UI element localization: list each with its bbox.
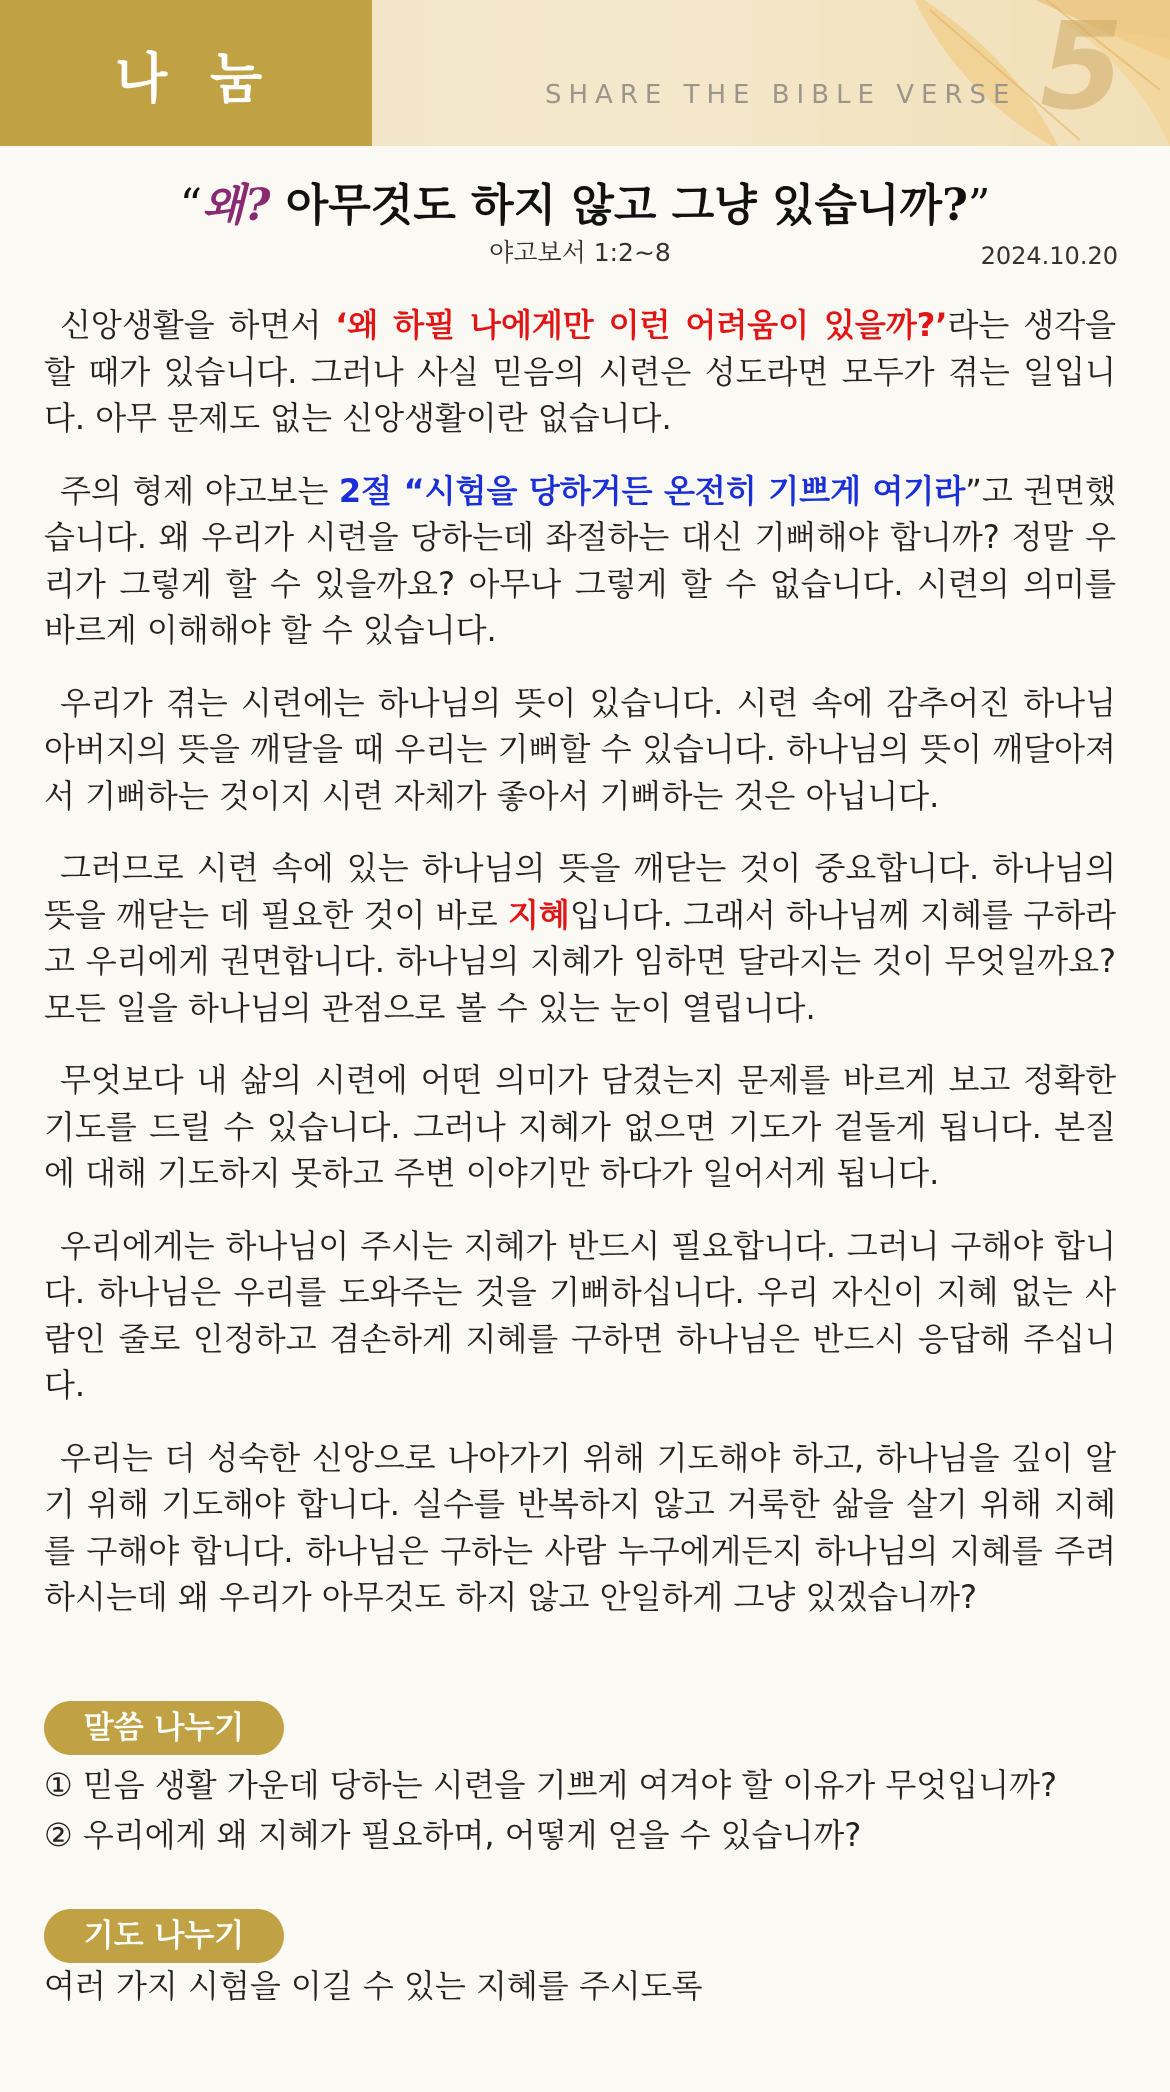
paragraph-4-text-b: 입니다. 그래서 하나님께 지혜를 구하라고 우리에게 권면합니다. 하나님의 지혜가 임하면 달라지는 것이 무엇일까요? 모든 일을 하나님의 관점으로 볼 수 있는 눈이 열립니다. bbox=[44, 895, 1117, 1027]
sermon-body bbox=[44, 302, 1116, 1647]
title-open-quote: “ bbox=[179, 180, 203, 231]
paragraph-1-highlight: ‘왜 하필 나에게만 이런 어려움이 있을까?’ bbox=[335, 306, 948, 344]
header-title-box bbox=[0, 0, 372, 146]
paragraph-1-text-a: 신앙생활을 하면서 bbox=[60, 306, 336, 344]
paragraph-7: 우리는 더 성숙한 신앙으로 나아가기 위해 기도해야 하고, 하나님을 깊이 알기 위해 기도해야 합니다. 실수를 반복하지 않고 거룩한 삶을 살기 위해 지혜를 구해야 합니다. 하나님은 구하는 사람 누구에게든지 하나님의 지혜를 주려 하시는데 왜 우리가 아무것도 하지 않고 안일하게 그냥 있겠습니까? bbox=[44, 1438, 1116, 1616]
scripture-reference: 야고보서 1:2~8 bbox=[489, 238, 671, 267]
paragraph-2-text-b: ”고 권면했습니다. 왜 우리가 시련을 당하는데 좌절하는 대신 기뻐해야 합니까? 정말 우리가 그렇게 할 수 있을까요? 아무나 그렇게 할 수 없습니다. 시련의 의미를 바르게 이해해야 할 수 있습니다. bbox=[44, 471, 1116, 649]
paragraph-2 bbox=[44, 468, 1116, 654]
paragraph-1 bbox=[44, 302, 1116, 442]
paragraph-5: 무엇보다 내 삶의 시련에 어떤 의미가 담겼는지 문제를 바르게 보고 정확한 기도를 드릴 수 있습니다. 그러나 지혜가 없으면 기도가 겉돌게 됩니다. 본질에 대해 기도하지 못하고 주변 이야기만 하다가 일어서게 됩니다. bbox=[44, 1061, 1116, 1192]
title-text: 아무것도 하지 않고 그냥 있습니까? bbox=[270, 180, 968, 231]
question-2: ② 우리에게 왜 지혜가 필요하며, 어떻게 얻을 수 있습니까? bbox=[44, 1816, 862, 1854]
paragraph-2-highlight: 2절 “시험을 당하거든 온전히 기쁘게 여기라 bbox=[338, 471, 966, 510]
paragraph-4 bbox=[44, 845, 1116, 1031]
title-close-quote: ” bbox=[967, 180, 991, 231]
header-title: 나 눔 bbox=[115, 47, 275, 110]
prayer-text: 여러 가지 시험을 이길 수 있는 지혜를 주시도록 bbox=[44, 1967, 703, 2005]
issue-number: 5 bbox=[1040, 0, 1124, 137]
sermon-title bbox=[0, 180, 1170, 233]
paragraph-4-text-a: 그러므로 시련 속에 있는 하나님의 뜻을 깨닫는 것이 중요합니다. 하나님의 뜻을 깨닫는 데 필요한 것이 바로 bbox=[44, 849, 1116, 934]
header-banner bbox=[0, 0, 1170, 146]
paragraph-1-text-b: 라는 생각을 할 때가 있습니다. 그러나 사실 믿음의 시련은 성도라면 모두가 겪는 일입니다. 아무 문제도 없는 신앙생활이란 없습니다. bbox=[44, 306, 1117, 437]
title-why: 왜? bbox=[202, 180, 271, 231]
paragraph-6: 우리에게는 하나님이 주시는 지혜가 반드시 필요합니다. 그러니 구해야 합니다. 하나님은 우리를 도와주는 것을 기뻐하십니다. 우리 자신이 지혜 없는 사람인 줄로 인정하고 겸손하게 지혜를 구하면 하나님은 반드시 응답해 주십니다. bbox=[44, 1226, 1116, 1404]
sermon-date: 2024.10.20 bbox=[980, 242, 1118, 270]
paragraph-4-highlight: 지혜 bbox=[508, 895, 570, 934]
paragraph-2-text-a: 주의 형제 야고보는 bbox=[60, 471, 339, 510]
paragraph-3: 우리가 겪는 시련에는 하나님의 뜻이 있습니다. 시련 속에 감추어진 하나님 아버지의 뜻을 깨달을 때 우리는 기뻐할 수 있습니다. 하나님의 뜻이 깨달아져서 기뻐하는 것이지 시련 자체가 좋아서 기뻐하는 것은 아닙니다. bbox=[44, 683, 1116, 815]
header-subtitle: SHARE THE BIBLE VERSE bbox=[545, 80, 1017, 110]
question-1: ① 믿음 생활 가운데 당하는 시련을 기쁘게 여겨야 할 이유가 무엇입니까? bbox=[44, 1766, 1057, 1804]
sharing-label: 말씀 나누기 bbox=[44, 1701, 284, 1755]
sharing-questions bbox=[44, 1760, 1124, 1860]
prayer-label: 기도 나누기 bbox=[44, 1909, 284, 1963]
